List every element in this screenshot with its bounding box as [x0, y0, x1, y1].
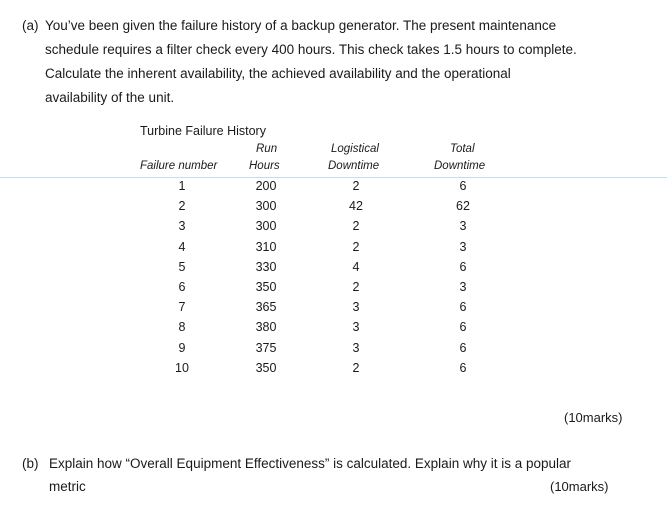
total-downtime-cell: 6	[459, 179, 467, 193]
run-hours-cell: 200	[255, 179, 277, 193]
logistical-downtime-cell: 3	[352, 340, 360, 355]
run-hours-cell: 330	[255, 259, 277, 274]
total-downtime-cell: 3	[459, 219, 467, 234]
failure-number-cell: 10	[175, 360, 189, 375]
run-hours-cell: 300	[255, 219, 277, 234]
total-downtime-cell: 6	[459, 360, 467, 375]
total-downtime-cell: 6	[459, 259, 467, 274]
run-hours-cell: 365	[255, 300, 277, 315]
header-hours: Hours	[249, 160, 280, 172]
logistical-downtime-cell: 2	[352, 179, 360, 193]
header-run: Run	[256, 143, 278, 155]
header-failure-number: Failure number	[140, 160, 218, 172]
failure-number-cell: 5	[178, 259, 186, 274]
logistical-downtime-cell: 42	[349, 199, 363, 214]
total-downtime-cell: 3	[459, 280, 467, 294]
failure-number-cell: 8	[178, 320, 186, 335]
failure-number-cell: 1	[178, 179, 186, 193]
total-downtime-cell: 6	[459, 300, 467, 315]
header-logistical: Logistical	[331, 143, 379, 155]
header-total-downtime: Downtime	[434, 160, 486, 172]
part-a-line-3: Calculate the inherent availability, the achieved availability and the operational	[45, 66, 511, 81]
logistical-downtime-cell: 2	[352, 280, 360, 294]
total-downtime-cell: 6	[459, 340, 467, 355]
part-a-line-4: availability of the unit.	[45, 90, 175, 105]
part-a-label: (a)	[22, 18, 39, 33]
part-b-marks: (10marks)	[550, 479, 609, 494]
total-downtime-cell: 6	[459, 320, 467, 335]
run-hours-cell: 350	[255, 280, 277, 294]
logistical-downtime-cell: 2	[352, 360, 360, 375]
part-b-label: (b)	[22, 456, 39, 471]
run-hours-cell: 350	[255, 360, 277, 375]
header-total: Total	[450, 143, 475, 155]
total-downtime-cell: 62	[456, 199, 470, 214]
run-hours-cell: 300	[255, 199, 277, 214]
part-b-line-1: Explain how “Overall Equipment Effectiveness” is calculated. Explain why it is a popular	[49, 456, 572, 471]
failure-number-cell: 4	[178, 239, 186, 254]
part-a-line-1: You’ve been given the failure history of a backup generator. The present maintenance	[45, 18, 557, 33]
logistical-downtime-cell: 2	[352, 219, 360, 234]
failure-number-cell: 2	[178, 199, 186, 214]
failure-number-cell: 6	[178, 280, 186, 294]
logistical-downtime-cell: 2	[352, 239, 360, 254]
header-logistical-downtime: Downtime	[328, 160, 380, 172]
table-title: Turbine Failure History	[140, 124, 266, 138]
logistical-downtime-cell: 3	[352, 320, 360, 335]
failure-number-cell: 7	[178, 300, 186, 315]
header-guide-line	[0, 177, 667, 178]
logistical-downtime-cell: 3	[352, 300, 360, 315]
logistical-downtime-cell: 4	[352, 259, 360, 274]
part-a-marks: (10marks)	[564, 410, 623, 425]
run-hours-cell: 310	[255, 239, 277, 254]
failure-number-cell: 9	[178, 340, 186, 355]
total-downtime-cell: 3	[459, 239, 467, 254]
part-b-line-2: metric	[49, 479, 86, 494]
run-hours-cell: 375	[255, 340, 277, 355]
run-hours-cell: 380	[255, 320, 277, 335]
failure-number-cell: 3	[178, 219, 186, 234]
part-a-line-2: schedule requires a filter check every 400 hours. This check takes 1.5 hours to complete.	[45, 42, 577, 57]
